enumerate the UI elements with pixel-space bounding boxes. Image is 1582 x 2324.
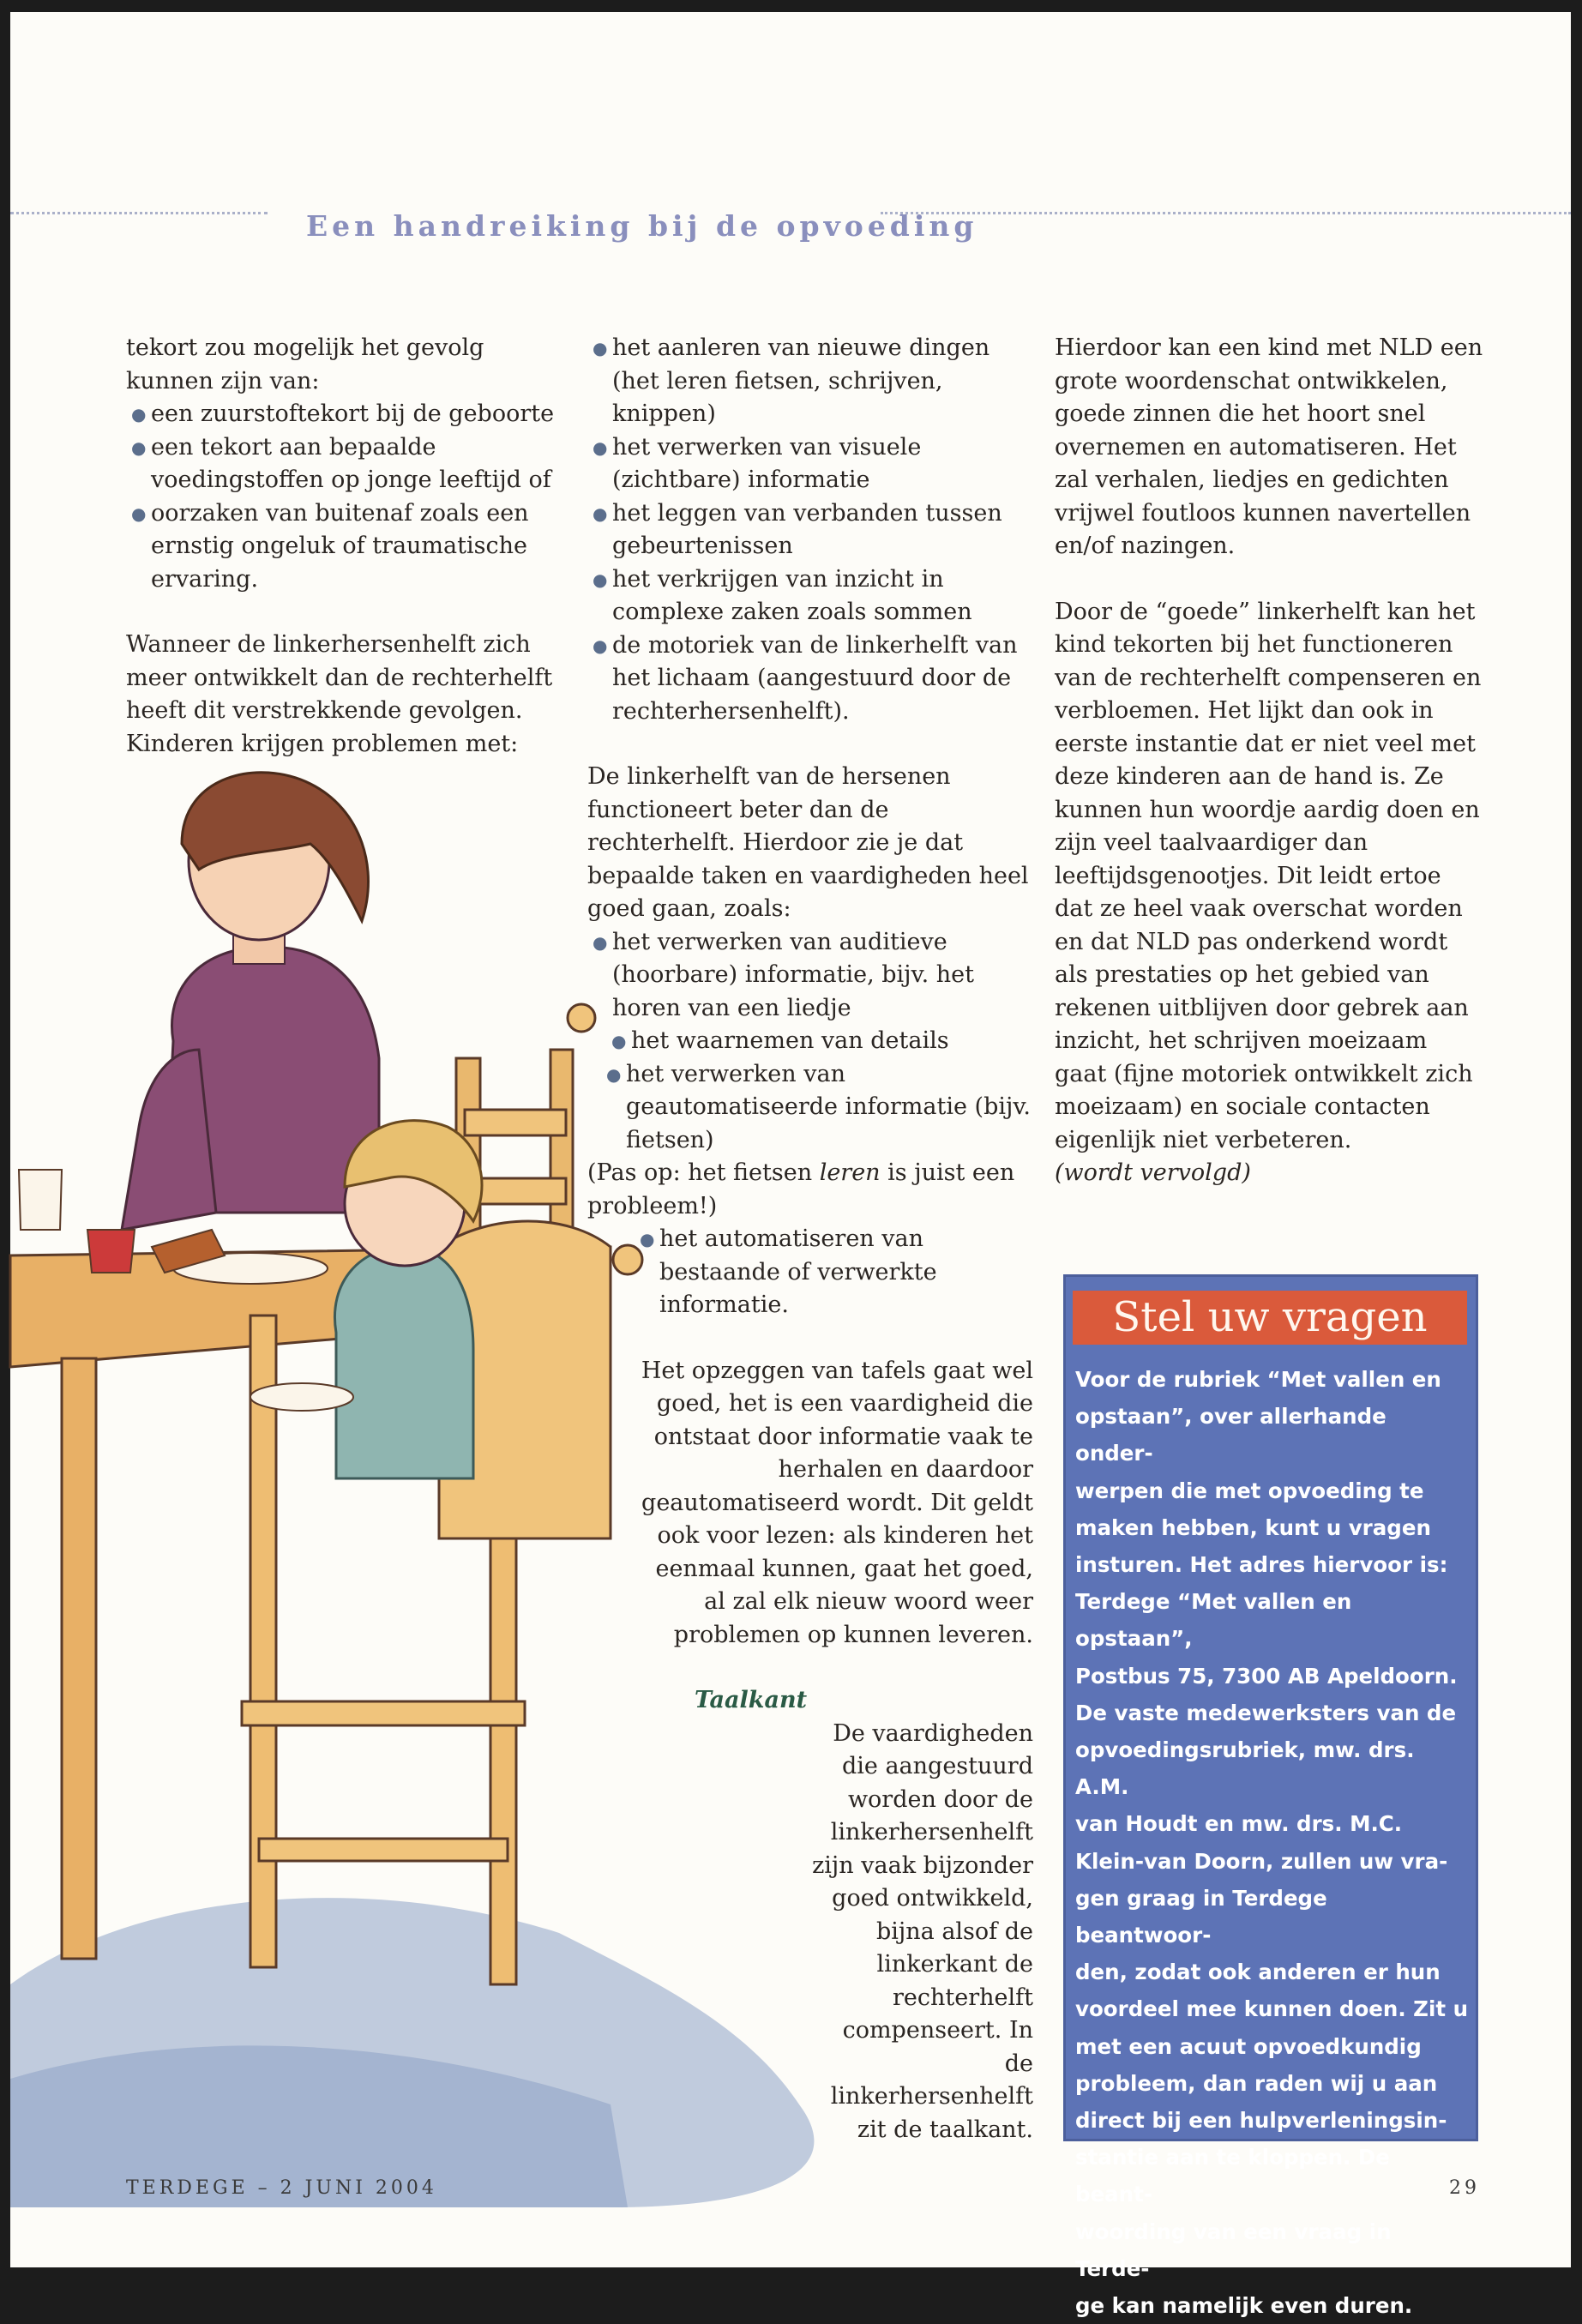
- questions-box-title: Stel uw vragen: [1073, 1291, 1467, 1345]
- bullet-icon: ●: [131, 503, 147, 524]
- col3-paragraph-2: Door de “goede” linkerhelft kan het kind tekorten bij het functioneren van de rechterhelft compenseren en verbloemen. Het lijkt dan ook in eerste instantie dat er niet veel met deze kinderen aan de hand is. Ze kunnen hun woordje aardig doen en zijn veel taalvaardiger dan leeftijdsgenootjes. Dit leidt ertoe dat ze heel vaak overschat worden en dat NLD pas onderkend wordt als prestaties op het gebied van rekenen uitblijven door gebrek aan inzicht, het schrijven moeizaam gaat (fijne motoriek ontwikkelt zich moeizaam) en sociale contacten eigenlijk niet verbeteren.: [1055, 598, 1482, 1153]
- bullet-icon: ●: [640, 1229, 655, 1249]
- footer-publication: TERDEGE – 2 JUNI 2004: [126, 2177, 437, 2199]
- column-2: [587, 332, 1033, 2146]
- bullet-icon: ●: [606, 1063, 622, 1085]
- list-item: ● het verwerken van geautomatiseerde informatie (bijv. fietsen): [601, 1058, 1033, 1158]
- bullet-icon: ●: [592, 569, 608, 590]
- list-item: ● een tekort aan bepaalde voedingstoffen op jonge leeftijd of: [126, 431, 563, 497]
- list-item: ● een zuurstoftekort bij de geboorte: [126, 398, 563, 431]
- questions-box-text: Voor de rubriek “Met vallen en opstaan”, over allerhande onder- werpen die met opvoeding te maken hebben, kunt u vragen insturen. Het adres hiervoor is: Terdege “Met vallen en opstaan”, Postbus 75, 7300 AB Apeldoorn. De vaste medewerksters van de opvoedingsrubriek, mw. drs. A.M. van Houdt en mw. drs. M.C. Klein-van Doorn, zullen uw vra- gen graag in Terdege beantwoor- den, zodat ook anderen er hun voordeel mee kunnen doen. Zit u met een acuut opvoedkundig probleem, dan raden wij u aan direct bij een hulpverleningsin- stantie aan te kloppen. De beant- woording van een vraag in Terde- ge kan namelijk even duren.: [1075, 1367, 1469, 2319]
- col3-paragraph-1: Hierdoor kan een kind met NLD een grote woordenschat ontwikkelen, goede zinnen die het hoort snel overnemen en automatiseren. Het zal verhalen, liedjes en gedichten vrijwel foutloos kunnen navertellen en/of nazingen.: [1055, 334, 1483, 559]
- list-item: ● het verwerken van auditieve (hoorbare) informatie, bijv. het horen van een liedje: [587, 926, 1033, 1026]
- bullet-icon: ●: [131, 437, 147, 458]
- list-item: ● het leggen van verbanden tussen gebeurtenissen: [587, 497, 1033, 563]
- list-item: ● het automatiseren van bestaande of verwerkte informatie.: [635, 1223, 1033, 1322]
- header-rule-left: [10, 212, 268, 214]
- col1-intro: tekort zou mogelijk het gevolg kunnen zijn van:: [126, 334, 484, 394]
- bullet-icon: ●: [592, 338, 608, 358]
- bullet-icon: ●: [592, 503, 608, 524]
- bullet-icon: ●: [131, 404, 147, 424]
- column-3: [1055, 332, 1483, 1190]
- list-item: ● de motoriek van de linkerhelft van het lichaam (aangestuurd door de rechterhersenhelft).: [587, 629, 1033, 729]
- bullet-icon: ●: [592, 931, 608, 953]
- col2-paragraph-2: Het opzeggen van tafels gaat wel goed, het is een vaardigheid die ontstaat door informatie vaak te herhalen en daardoor geautomatiseerd wordt. Dit geldt ook voor lezen: als kinderen het eenmaal kunnen, gaat het goed, al zal elk nieuw woord weer problemen op kunnen leveren.: [641, 1357, 1033, 1648]
- list-item: ● het verkrijgen van inzicht in complexe zaken zoals sommen: [587, 563, 1033, 629]
- subheading-taalkant: Taalkant: [695, 1687, 808, 1713]
- magazine-page: [10, 12, 1571, 2319]
- col2-note: (Pas op: het fietsen leren is juist een probleem!): [587, 1159, 1015, 1219]
- header-rule-right: [881, 212, 1571, 214]
- list-item: ● oorzaken van buitenaf zoals een ernstig ongeluk of traumatische ervaring.: [126, 497, 563, 597]
- bullet-icon: ●: [611, 1031, 627, 1051]
- bullet-icon: ●: [592, 437, 608, 458]
- list-item: ● het verwerken van visuele (zichtbare) informatie: [587, 431, 1033, 497]
- column-1: [126, 332, 563, 761]
- col2-paragraph-1: De linkerhelft van de hersenen functioneert beter dan de rechterhelft. Hierdoor zie je dat bepaalde taken en vaardigheden heel goed gaan, zoals:: [587, 763, 1029, 922]
- col1-paragraph: Wanneer de linkerhersenhelft zich meer ontwikkelt dan de rechterhelft heeft dit verstrekkende gevolgen. Kinderen krijgen problemen met:: [126, 631, 553, 757]
- bullet-icon: ●: [592, 635, 608, 656]
- section-header: Een handreiking bij de opvoeding: [306, 209, 978, 243]
- list-item: ● het aanleren van nieuwe dingen (het leren fietsen, schrijven, knippen): [587, 332, 1033, 431]
- list-item: ● het waarnemen van details: [606, 1025, 1033, 1058]
- col2-paragraph-3: De vaardigheden die aangestuurd worden door de linkerhersenhelft zijn vaak bijzonder goed ontwikkeld, bijna alsof de linkerkant de rechterhelft compenseert. In de linkerhersenhelft zit de taalkant.: [812, 1719, 1033, 2143]
- continued-note: (wordt vervolgd): [1055, 1159, 1251, 1186]
- page-number: 29: [1449, 2177, 1480, 2199]
